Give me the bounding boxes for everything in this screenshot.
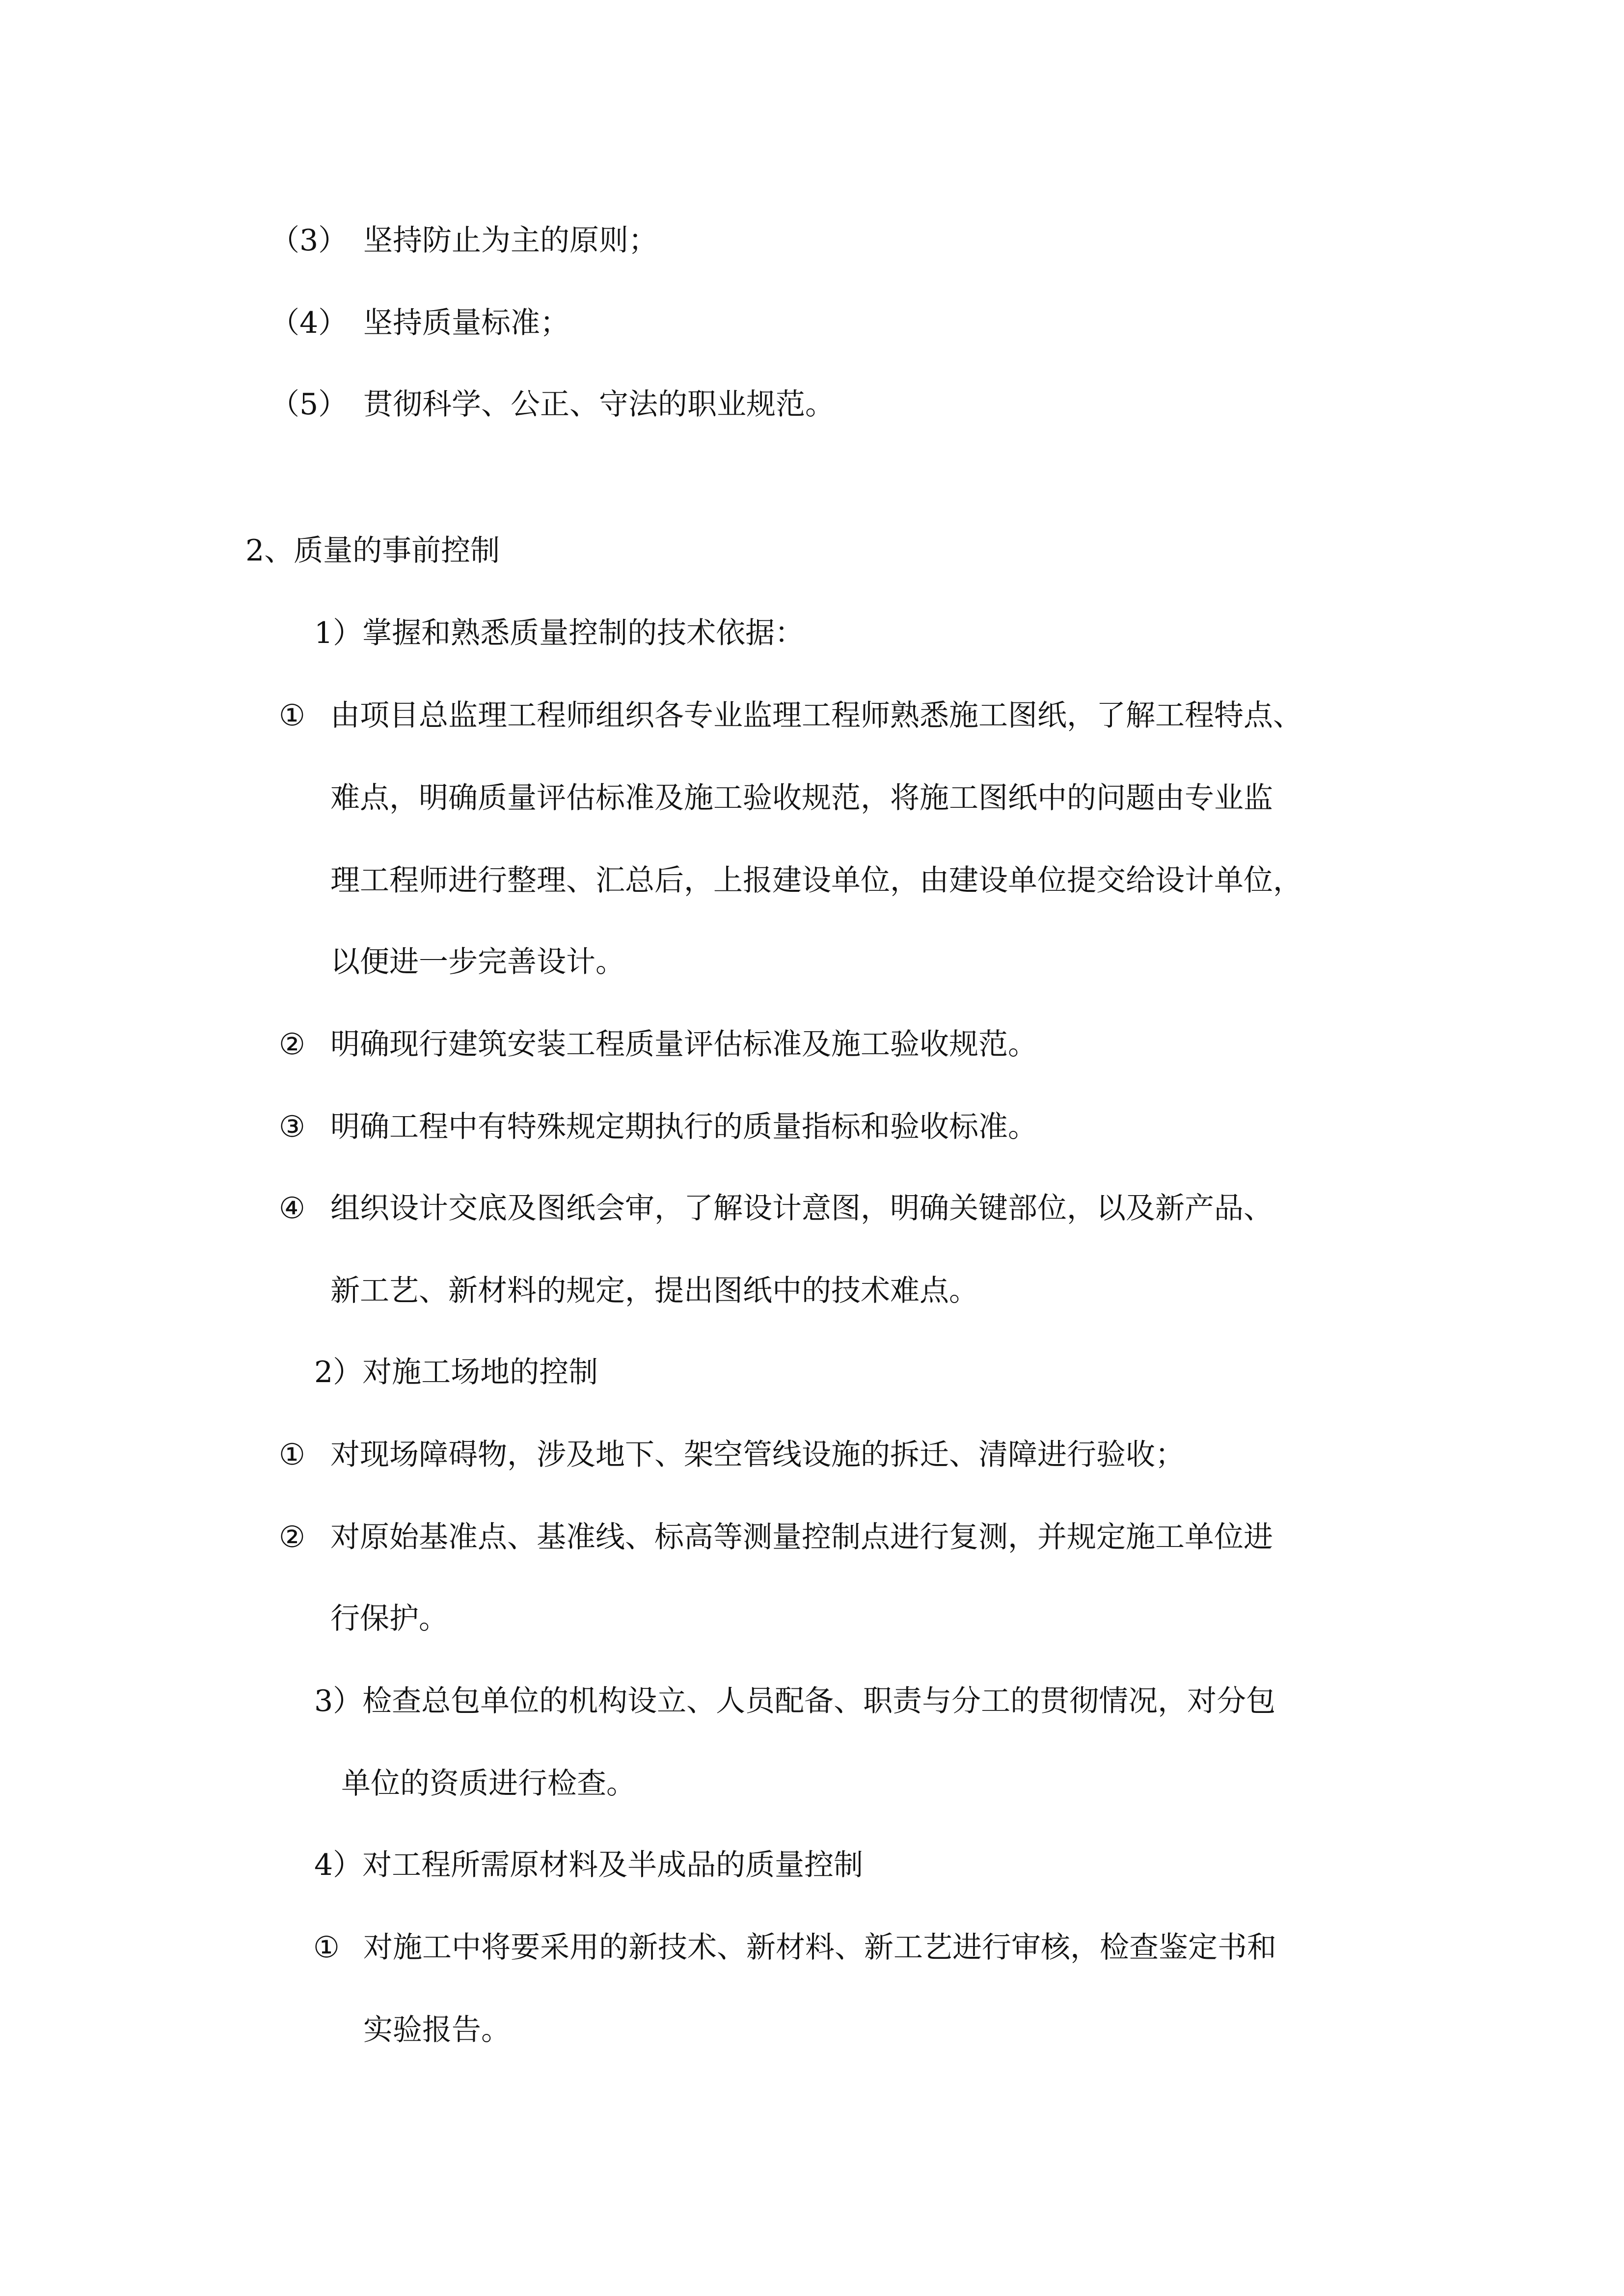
list-marker: ③ — [279, 1110, 305, 1144]
list-marker: ① — [313, 1930, 340, 1965]
list-item-line: 难点，明确质量评估标准及施工验收规范，将施工图纸中的问题由专业监 — [330, 781, 1273, 815]
principle-text: 贯彻科学、公正、守法的职业规范。 — [363, 387, 835, 422]
subsection-title: 3）检查总包单位的机构设立、人员配备、职责与分工的贯彻情况，对分包 — [314, 1684, 1276, 1718]
list-item-line — [279, 1189, 1273, 1228]
list-item-line — [313, 1928, 1276, 1967]
subsection-title: 4）对工程所需原材料及半成品的质量控制 — [314, 1848, 864, 1882]
principle-item — [270, 221, 658, 260]
list-item-line — [279, 1435, 1185, 1474]
list-text: 明确工程中有特殊规定期执行的质量指标和验收标准。 — [330, 1110, 1037, 1144]
principle-item — [270, 303, 569, 343]
list-item-line: 新工艺、新材料的规定，提出图纸中的技术难点。 — [330, 1274, 978, 1308]
list-text: 对原始基准点、基准线、标高等测量控制点进行复测，并规定施工单位进 — [330, 1520, 1273, 1554]
principle-marker: （3） — [270, 223, 348, 258]
list-text: 对施工中将要采用的新技术、新材料、新工艺进行审核，检查鉴定书和 — [363, 1930, 1276, 1965]
list-item-line — [279, 696, 1302, 735]
list-text: 组织设计交底及图纸会审，了解设计意图，明确关键部位，以及新产品、 — [330, 1191, 1273, 1226]
list-marker: ② — [279, 1520, 305, 1554]
list-item-line — [279, 1107, 1037, 1147]
list-item-line: 行保护。 — [330, 1602, 448, 1636]
list-marker: ④ — [279, 1191, 305, 1226]
list-text: 由项目总监理工程师组织各专业监理工程师熟悉施工图纸，了解工程特点、 — [330, 698, 1302, 733]
list-item-line: 以便进一步完善设计。 — [330, 945, 625, 979]
list-text: 对现场障碍物，涉及地下、架空管线设施的拆迁、清障进行验收； — [330, 1438, 1185, 1472]
subsection-title: 1）掌握和熟悉质量控制的技术依据： — [314, 616, 805, 650]
principle-item — [270, 385, 835, 424]
principle-marker: （4） — [270, 306, 348, 340]
list-marker: ② — [279, 1027, 305, 1062]
principle-marker: （5） — [270, 387, 348, 422]
principle-text: 坚持防止为主的原则； — [363, 223, 658, 258]
principle-text: 坚持质量标准； — [363, 306, 569, 340]
list-text: 明确现行建筑安装工程质量评估标准及施工验收规范。 — [330, 1027, 1037, 1062]
list-item-line: 理工程师进行整理、汇总后，上报建设单位，由建设单位提交给设计单位， — [330, 863, 1302, 898]
list-item-line — [279, 1025, 1037, 1064]
subsection-continuation: 单位的资质进行检查。 — [341, 1766, 636, 1801]
subsection-title: 2）对施工场地的控制 — [314, 1355, 598, 1389]
list-marker: ① — [279, 1438, 305, 1472]
section-heading: 2、质量的事前控制 — [245, 534, 500, 568]
list-item-line: 实验报告。 — [363, 2013, 511, 2047]
list-marker: ① — [279, 698, 305, 733]
list-item-line — [279, 1518, 1273, 1557]
